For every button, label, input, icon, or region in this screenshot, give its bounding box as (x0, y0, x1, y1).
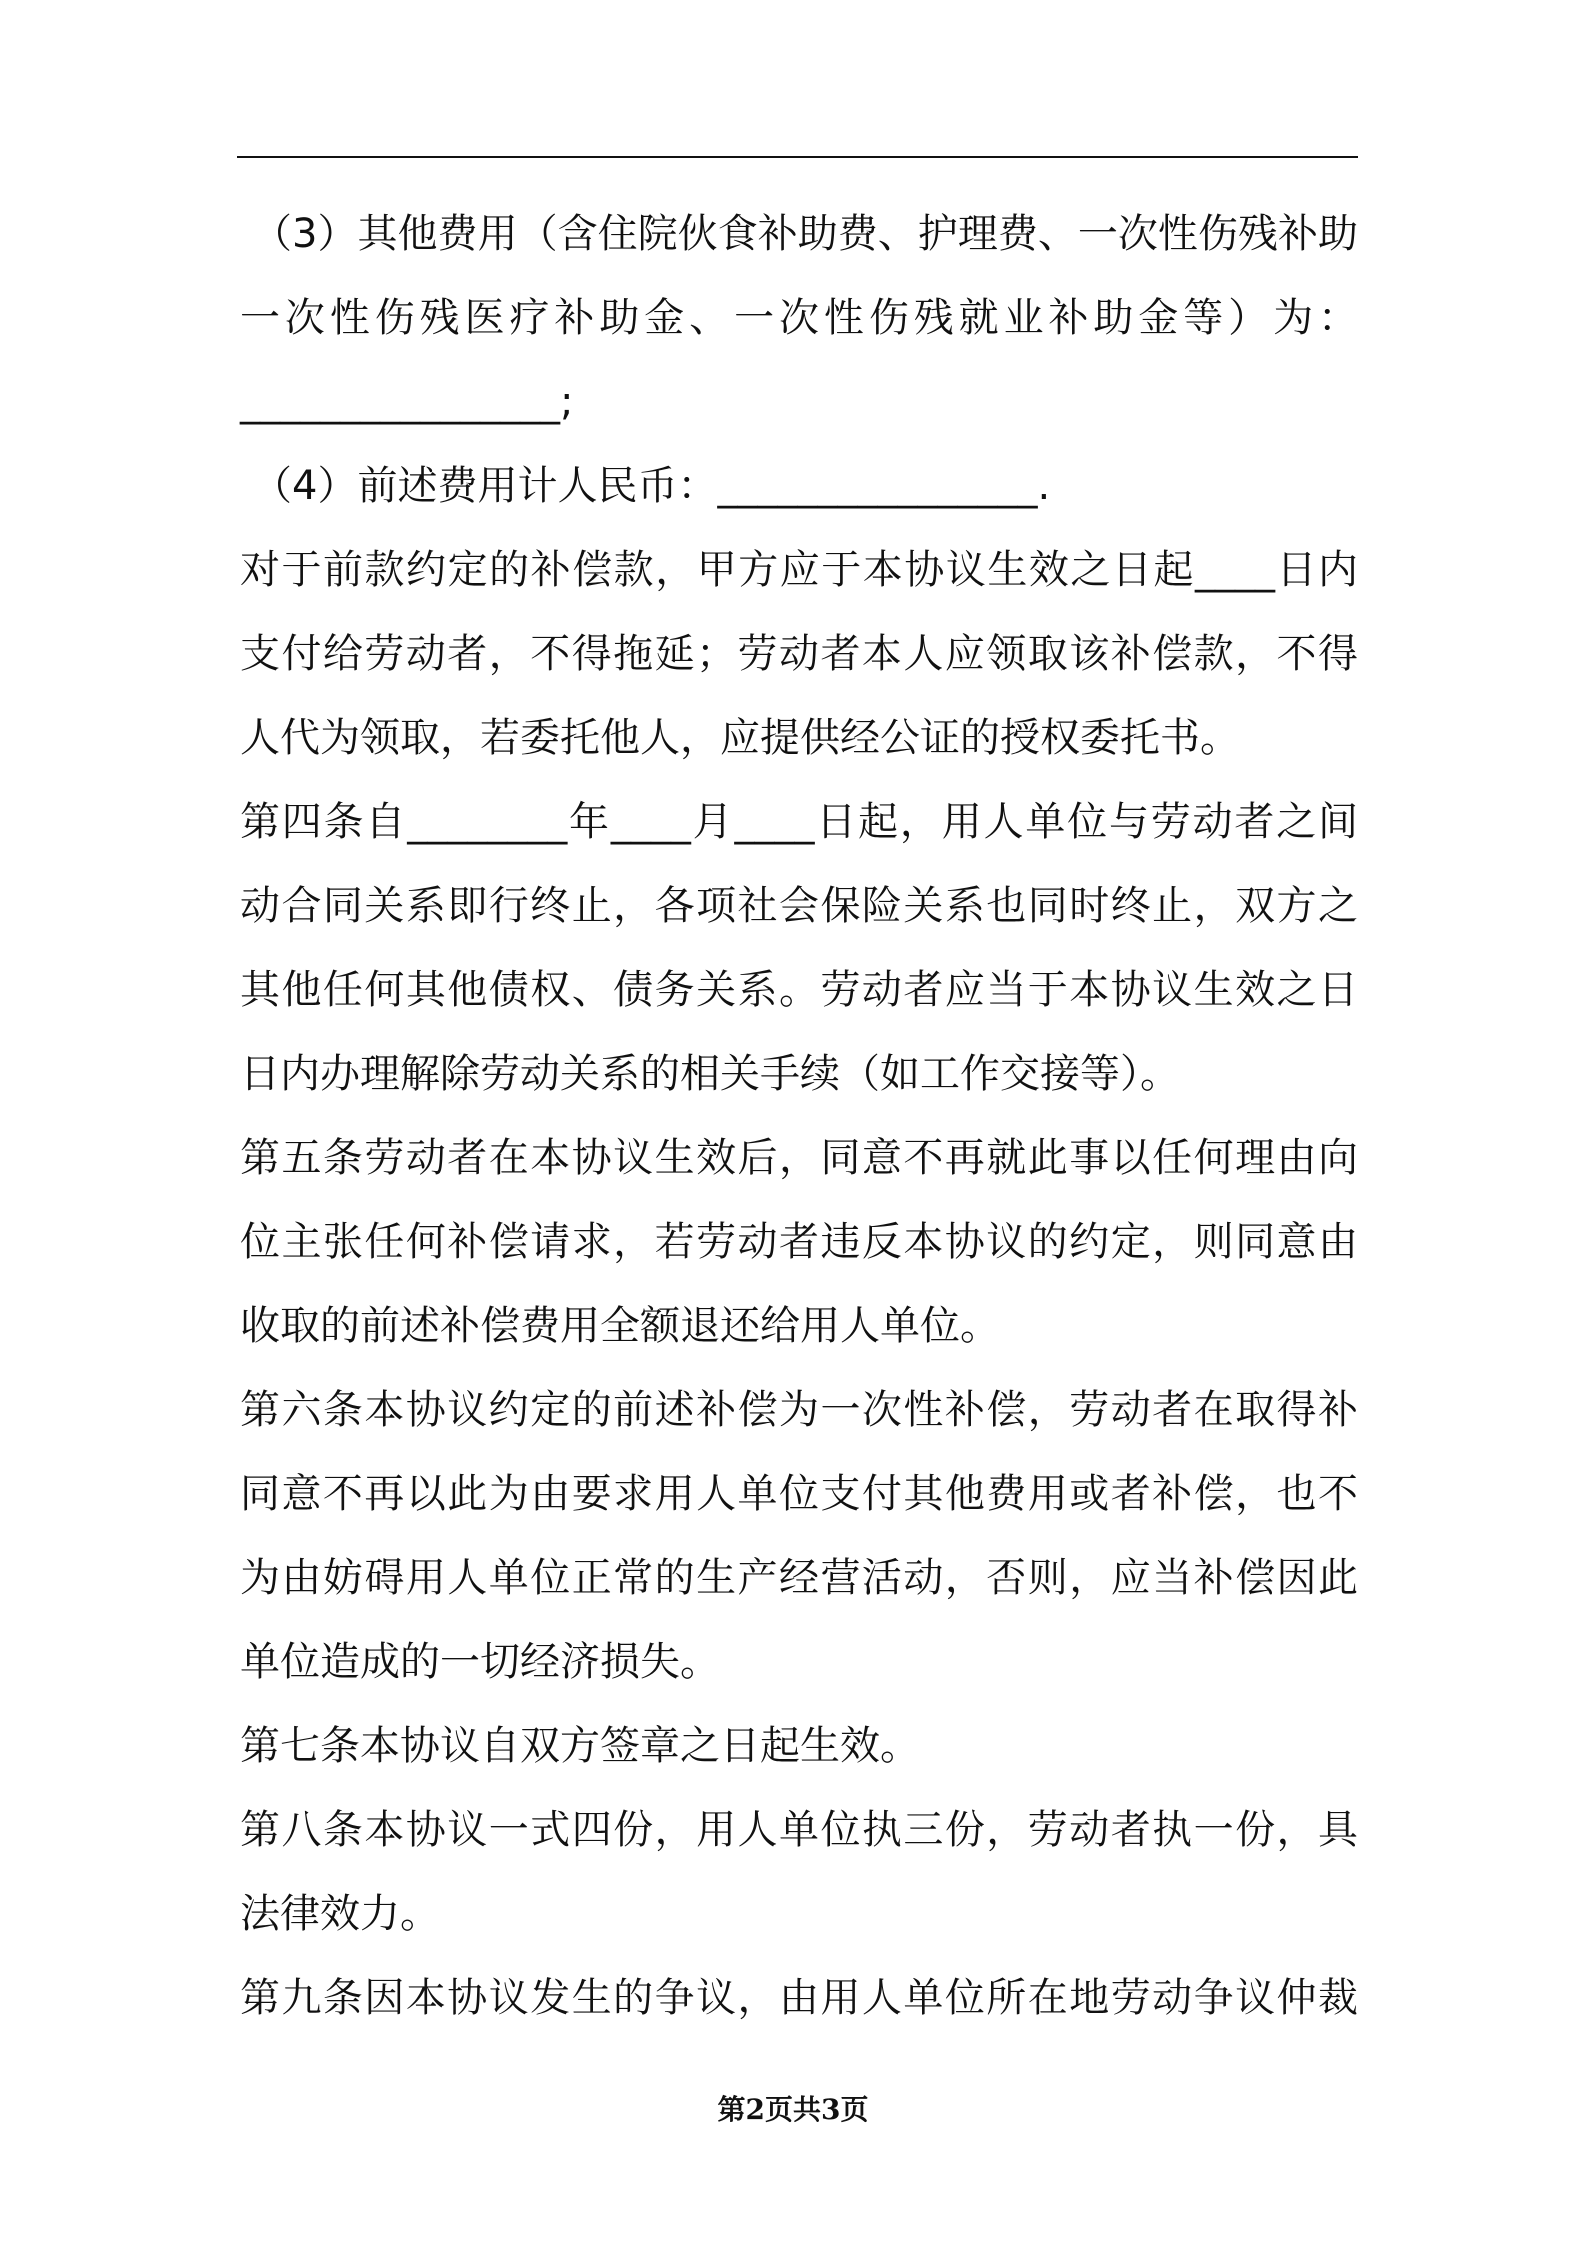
text-line-17: 为由妨碍用人单位正常的生产经营活动，否则，应当补偿因此 (240, 1555, 1358, 1601)
text-line-12: 第五条劳动者在本协议生效后，同意不再就此事以任何理由向 (240, 1135, 1358, 1181)
text-line-2: 一次性伤残医疗补助金、一次性伤残就业补助金等）为： (240, 295, 1358, 341)
text-line-16: 同意不再以此为由要求用人单位支付其他费用或者补偿，也不 (240, 1471, 1358, 1517)
page-number: 第2页共3页 (717, 2093, 869, 2126)
text-line-13: 位主张任何补偿请求，若劳动者违反本协议的约定，则同意由 (240, 1219, 1358, 1265)
text-line-9: 动合同关系即行终止，各项社会保险关系也同时终止，双方之 (240, 883, 1358, 929)
document-body (240, 192, 1358, 2040)
text-line-6: 支付给劳动者，不得拖延；劳动者本人应领取该补偿款，不得 (240, 631, 1358, 677)
text-line-22: 第九条因本协议发生的争议，由用人单位所在地劳动争议仲裁 (240, 1975, 1358, 2021)
text-line-20: 第八条本协议一式四份，用人单位执三份，劳动者执一份，具 (240, 1807, 1358, 1853)
text-line-8: 第四条自________年____月____日起，用人单位与劳动者之间 (240, 799, 1358, 845)
text-line-3: ________________; (240, 379, 574, 425)
text-line-1: （3）其他费用（含住院伙食补助费、护理费、一次性伤残补助 (252, 211, 1358, 257)
text-line-5: 对于前款约定的补偿款，甲方应于本协议生效之日起____日内 (240, 547, 1358, 593)
text-line-14: 收取的前述补偿费用全额退还给用人单位。 (240, 1303, 1000, 1349)
text-line-4: （4）前述费用计人民币：________________. (252, 463, 1051, 509)
text-line-19: 第七条本协议自双方签章之日起生效。 (240, 1723, 920, 1769)
text-line-18: 单位造成的一切经济损失。 (240, 1639, 720, 1685)
text-line-10: 其他任何其他债权、债务关系。劳动者应当于本协议生效之日 (240, 967, 1358, 1013)
header-rule (237, 156, 1358, 158)
text-line-7: 人代为领取，若委托他人，应提供经公证的授权委托书。 (240, 715, 1240, 761)
text-line-21: 法律效力。 (240, 1891, 440, 1937)
text-line-11: 日内办理解除劳动关系的相关手续（如工作交接等）。 (240, 1051, 1180, 1097)
text-line-15: 第六条本协议约定的前述补偿为一次性补偿，劳动者在取得补 (240, 1387, 1358, 1433)
